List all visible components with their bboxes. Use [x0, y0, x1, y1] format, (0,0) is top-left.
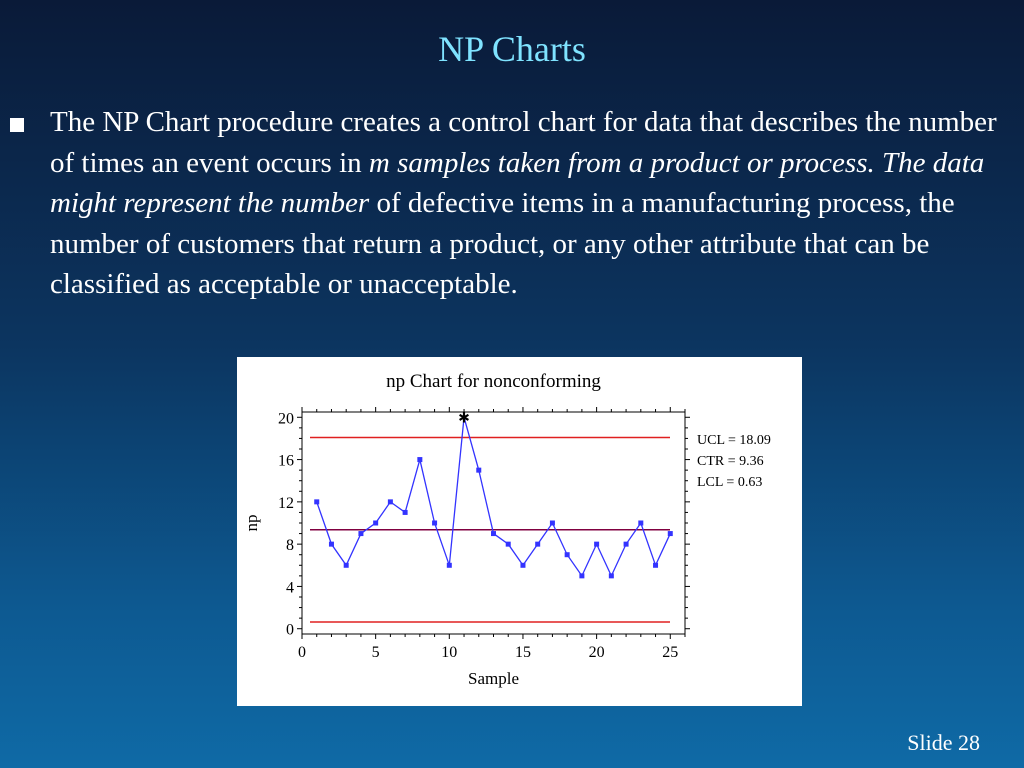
data-point — [388, 499, 393, 504]
y-tick-label: 12 — [278, 494, 294, 512]
y-tick-label: 0 — [286, 621, 294, 639]
data-point — [609, 573, 614, 578]
y-tick-label: 16 — [278, 452, 294, 470]
series-line — [317, 417, 671, 576]
data-point — [535, 542, 540, 547]
bullet-text-italic: m samples taken from a product or process. The data might represent the number — [50, 146, 985, 219]
data-point — [432, 521, 437, 526]
out-of-control-point: ✱ — [458, 411, 470, 427]
data-point — [447, 563, 452, 568]
data-point — [358, 531, 363, 536]
data-point — [506, 542, 511, 547]
bullet-square-icon — [10, 118, 24, 132]
bullet-text — [50, 102, 1012, 305]
data-point — [550, 521, 555, 526]
data-point — [403, 510, 408, 515]
data-point — [520, 563, 525, 568]
data-point — [329, 542, 334, 547]
data-point — [314, 499, 319, 504]
x-tick-label: 25 — [662, 644, 679, 661]
x-tick-label: 5 — [371, 644, 380, 661]
chart-title: np Chart for nonconforming — [386, 371, 601, 392]
data-point — [594, 542, 599, 547]
data-point — [653, 563, 658, 568]
data-point — [476, 468, 481, 473]
slide-number: Slide 28 — [907, 730, 980, 755]
data-point — [565, 552, 570, 557]
data-point — [373, 521, 378, 526]
limit-label-ucl: UCL = 18.09 — [697, 433, 771, 448]
bullet-text-part-1: The NP Chart procedure creates a control chart for data that describes the number of times an event occurs in — [50, 106, 997, 179]
limit-label-lcl: LCL = 0.63 — [697, 475, 763, 490]
x-tick-label: 20 — [588, 644, 605, 661]
data-point — [668, 531, 673, 536]
data-point — [579, 573, 584, 578]
x-tick-label: 0 — [298, 644, 306, 661]
data-point — [638, 521, 643, 526]
bullet-text-part-2: of defective items in a manufacturing process, the number of customers that return a product, or any other attribute that can be classified as acceptable or unacceptable. — [50, 187, 955, 300]
x-axis-label: Sample — [468, 669, 519, 688]
y-tick-label: 20 — [278, 410, 294, 428]
y-tick-label: 8 — [286, 537, 294, 555]
data-point — [624, 542, 629, 547]
slide-title: NP Charts — [438, 29, 586, 69]
data-point — [344, 563, 349, 568]
np-chart-panel — [237, 357, 802, 706]
data-point — [491, 531, 496, 536]
plot-frame — [302, 412, 685, 634]
x-tick-label: 15 — [514, 644, 531, 661]
y-axis-label: np — [242, 514, 261, 532]
data-point — [417, 457, 422, 462]
x-tick-label: 10 — [441, 644, 458, 661]
y-tick-label: 4 — [286, 579, 294, 597]
limit-label-ctr: CTR = 9.36 — [697, 454, 764, 469]
np-chart — [237, 357, 802, 706]
